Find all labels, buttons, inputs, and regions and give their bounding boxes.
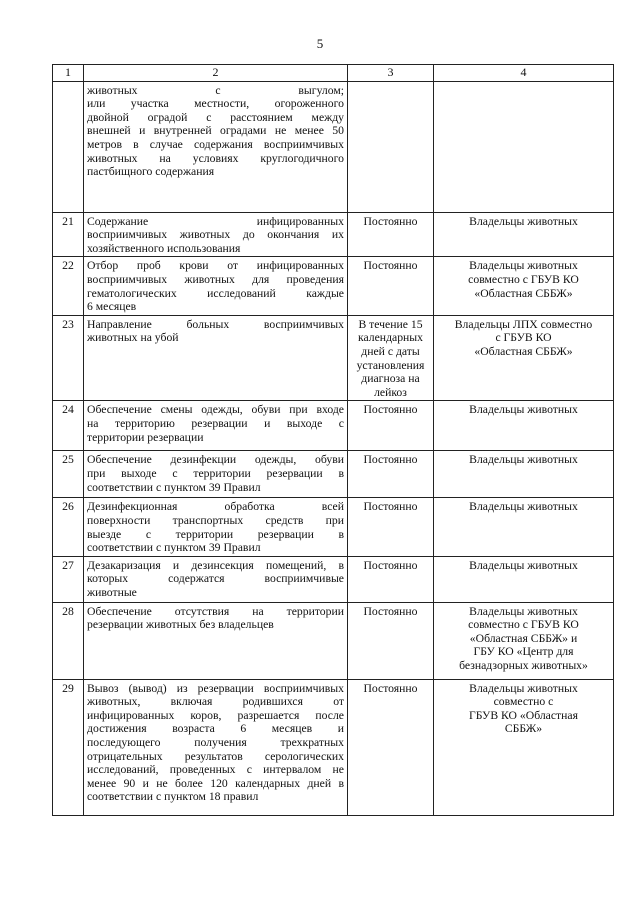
- cell-line: совместно с: [493, 695, 554, 709]
- cell-line: В течение 15: [358, 317, 423, 331]
- cell-line: Владельцы животных: [469, 403, 578, 417]
- measure-cell: [84, 451, 348, 498]
- cell-line: «Областная СББЖ» и: [469, 631, 578, 645]
- measure-cell: [84, 679, 348, 815]
- cell-line: 6 месяцев: [87, 300, 137, 314]
- responsible-cell: [434, 401, 614, 451]
- cell-line: исследований, проведенных с интервалом не: [87, 763, 344, 777]
- cell-line: менее 90 и не более 120 календарных дней в: [87, 776, 344, 790]
- cell-line: ГБУВ КО «Областная: [469, 708, 578, 722]
- cell-line: внешней и внутренней оградами не менее 50: [87, 124, 344, 138]
- cell-line: на территорию резервации и выходе с: [87, 416, 344, 430]
- cell-line: «Областная СББЖ»: [474, 286, 573, 300]
- cell-line: восприимчивых животных для проведения: [87, 272, 344, 286]
- cell-line: территории резервации: [87, 430, 204, 444]
- responsible-cell: [434, 498, 614, 556]
- cell-line: Обеспечение отсутствия на территории: [87, 604, 344, 618]
- cell-line: Постоянно: [363, 558, 418, 572]
- cell-line: Владельцы животных: [469, 681, 578, 695]
- responsible-cell: [434, 679, 614, 815]
- cell-line: или участка местности, огороженного: [87, 97, 344, 111]
- table-row: [53, 498, 614, 556]
- cell-line: Постоянно: [363, 681, 418, 695]
- cell-line: последующего получения трехкратных: [87, 736, 344, 750]
- table-row: [53, 679, 614, 815]
- cell-line: выезде с территории резервации в: [87, 527, 344, 541]
- cell-line: которых содержатся восприимчивые: [87, 572, 344, 586]
- row-number-cell: 24: [53, 401, 84, 451]
- cell-line: безнадзорных животных»: [459, 659, 588, 673]
- period-cell: [348, 602, 434, 679]
- cell-line: Владельцы животных: [469, 259, 578, 273]
- measure-cell: [84, 498, 348, 556]
- cell-line: Постоянно: [363, 453, 418, 467]
- cell-line: поверхности транспортных средств при: [87, 513, 344, 527]
- table-row: [53, 257, 614, 315]
- period-cell: [348, 556, 434, 602]
- table-row: [53, 401, 614, 451]
- responsible-cell: [434, 212, 614, 257]
- continuation-row: [53, 81, 614, 212]
- row-number-cell: 27: [53, 556, 84, 602]
- cell-line: достижения возраста 6 месяцев и: [87, 722, 344, 736]
- row-number-cell: 22: [53, 257, 84, 315]
- row-number-cell: 29: [53, 679, 84, 815]
- measure-cell: [84, 81, 348, 212]
- cell-line: пастбищного содержания: [87, 165, 215, 179]
- period-cell: [348, 315, 434, 401]
- row-number-cell: [53, 81, 84, 212]
- period-cell: [348, 257, 434, 315]
- cell-line: ГБУ КО «Центр для: [473, 645, 574, 659]
- measure-cell: [84, 556, 348, 602]
- cell-line: соответствии с пунктом 39 Правил: [87, 480, 261, 494]
- table-row: [53, 602, 614, 679]
- cell-line: восприимчивых животных до окончания их: [87, 228, 344, 242]
- table-row: [53, 451, 614, 498]
- measure-cell: [84, 315, 348, 401]
- cell-line: установления: [356, 358, 425, 372]
- cell-line: Владельцы животных: [469, 214, 578, 228]
- responsible-cell: [434, 315, 614, 401]
- cell-line: животных на убой: [87, 331, 179, 345]
- cell-line: животные: [87, 585, 137, 599]
- cell-line: Постоянно: [363, 500, 418, 514]
- responsible-cell: [434, 257, 614, 315]
- cell-line: Постоянно: [363, 403, 418, 417]
- cell-line: «Областная СББЖ»: [474, 344, 573, 358]
- cell-line: Владельцы животных: [469, 558, 578, 572]
- cell-line: Владельцы животных: [469, 453, 578, 467]
- cell-line: календарных: [358, 331, 423, 345]
- row-number-cell: 28: [53, 602, 84, 679]
- cell-line: метров в случае содержания восприимчивых: [87, 137, 344, 151]
- cell-line: лейкоз: [374, 385, 407, 399]
- row-number-cell: 25: [53, 451, 84, 498]
- cell-line: отрицательных результатов серологических: [87, 749, 344, 763]
- period-cell: [348, 498, 434, 556]
- responsible-cell: [434, 556, 614, 602]
- measure-cell: [84, 257, 348, 315]
- cell-line: Содержание инфицированных: [87, 214, 344, 228]
- cell-line: хозяйственного использования: [87, 241, 241, 255]
- cell-line: Вывоз (вывод) из резервации восприимчивых: [87, 681, 344, 695]
- header-row: [53, 65, 614, 82]
- table-row: [53, 315, 614, 401]
- row-number-cell: 23: [53, 315, 84, 401]
- cell-line: Дезакаризация и дезинсекция помещений, в: [87, 558, 344, 572]
- cell-line: резервации животных без владельцев: [87, 618, 274, 632]
- period-cell: [348, 679, 434, 815]
- header-cell: 3: [348, 65, 434, 82]
- cell-line: соответствии с пунктом 39 Правил: [87, 541, 261, 555]
- cell-line: с ГБУВ КО: [495, 331, 552, 345]
- cell-line: животных с выгулом;: [87, 83, 344, 97]
- cell-line: СББЖ»: [504, 722, 543, 736]
- responsible-cell: [434, 81, 614, 212]
- period-cell: [348, 451, 434, 498]
- responsible-cell: [434, 602, 614, 679]
- cell-line: Владельцы ЛПХ совместно: [454, 317, 593, 331]
- cell-line: двойной оградой с расстоянием между: [87, 110, 344, 124]
- measure-cell: [84, 602, 348, 679]
- cell-line: Постоянно: [363, 604, 418, 618]
- cell-line: дней с даты: [361, 344, 420, 358]
- cell-line: Направление больных восприимчивых: [87, 317, 344, 331]
- cell-line: при выходе с территории резервации в: [87, 466, 344, 480]
- cell-line: животных, включая родившихся от: [87, 695, 344, 709]
- header-cell: 4: [434, 65, 614, 82]
- header-cell: 2: [84, 65, 348, 82]
- cell-line: Владельцы животных: [469, 500, 578, 514]
- cell-line: Обеспечение дезинфекции одежды, обуви: [87, 453, 344, 467]
- cell-line: гематологических исследований каждые: [87, 286, 344, 300]
- cell-line: Владельцы животных: [469, 604, 578, 618]
- measure-cell: [84, 401, 348, 451]
- period-cell: [348, 212, 434, 257]
- cell-line: диагноза на: [361, 372, 420, 386]
- page-number: 5: [316, 36, 324, 51]
- header-cell: 1: [53, 65, 84, 82]
- measures-table: [52, 64, 614, 816]
- table-row: [53, 212, 614, 257]
- cell-line: инфицированных коров, разрешается после: [87, 708, 344, 722]
- cell-line: совместно с ГБУВ КО: [468, 618, 579, 632]
- measure-cell: [84, 212, 348, 257]
- period-cell: [348, 401, 434, 451]
- period-cell: [348, 81, 434, 212]
- cell-line: соответствии с пунктом 18 правил: [87, 790, 259, 804]
- cell-line: Дезинфекционная обработка всей: [87, 500, 344, 514]
- cell-line: животных на условиях круглогодичного: [87, 151, 344, 165]
- cell-line: Постоянно: [363, 214, 418, 228]
- cell-line: Обеспечение смены одежды, обуви при входе: [87, 403, 344, 417]
- row-number-cell: 26: [53, 498, 84, 556]
- responsible-cell: [434, 451, 614, 498]
- cell-line: совместно с ГБУВ КО: [468, 272, 579, 286]
- cell-line: Постоянно: [363, 259, 418, 273]
- row-number-cell: 21: [53, 212, 84, 257]
- cell-line: Отбор проб крови от инфицированных: [87, 259, 344, 273]
- table-row: [53, 556, 614, 602]
